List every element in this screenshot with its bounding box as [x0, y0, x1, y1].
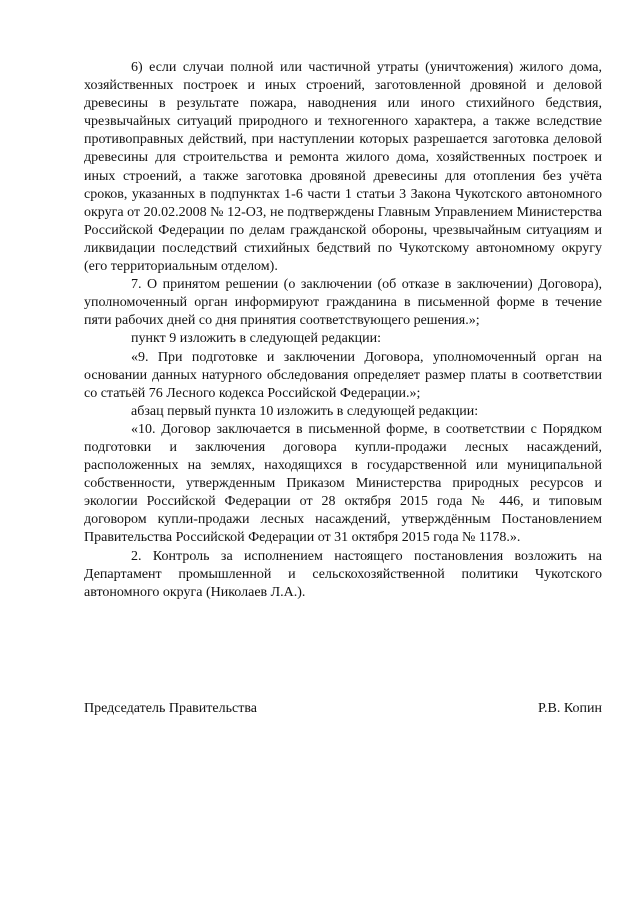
paragraph-point-10-intro: абзац первый пункта 10 изложить в следующей редакции:	[131, 403, 479, 419]
paragraph-point-10-text: «10. Договор заключается в письменной форме, в соответствии с Порядком подготовки и заключения договора купли-продажи лесных насаждений, расположенных на землях, находящихся в государственной или муниципальной собственности, утвержденным Приказом Министерства природных ресурсов и экологии Российской Федерации от 28 октября 2015 года № 446, и типовым договором купли-продажи лесных насаждений, утверждённым Постановлением Правительства Российской Федерации от 31 октября 2015 года № 1178.».	[84, 421, 602, 546]
paragraph-item-7: 7. О принятом решении (о заключении (об отказе в заключении) Договора), уполномоченный орган информируют гражданина в письменной форме в течение пяти рабочих дней со дня принятия соответствующего решения.»;	[84, 277, 602, 329]
signature-block	[84, 700, 602, 718]
document-body	[84, 59, 602, 602]
paragraph-item-6: 6) если случаи полной или частичной утраты (уничтожения) жилого дома, хозяйственных построек и иных строений, заготовленной дровяной и деловой древесины в результате пожара, наводнения или иного стихийного бедствия, чрезвычайных ситуаций природного и техногенного характера, а также вследствие противоправных действий, при наступлении которых разрешается заготовка деловой древесины для строительства и ремонта жилого дома, хозяйственных построек и иных строений, а также заготовка дровяной древесины для отопления без учёта сроков, указанных в подпунктах 1-6 части 1 статьи 3 Закона Чукотского автономного округа от 20.02.2008 № 12-ОЗ, не подтверждены Главным Управлением Министерства Российской Федерации по делам гражданской обороны, чрезвычайным ситуациям и ликвидации последствий стихийных бедствий по Чукотскому автономному округу (его территориальным отделом).	[84, 60, 602, 275]
signature-position: Председатель Правительства	[84, 701, 257, 716]
signature-name: Р.В. Копин	[538, 701, 602, 716]
paragraph-point-9-intro: пункт 9 изложить в следующей редакции:	[131, 331, 381, 347]
paragraph-point-9-text: «9. При подготовке и заключении Договора, уполномоченный орган на основании данных натурного обследования определяет размер платы в соответствии со статьёй 76 Лесного кодекса Российской Федерации.»;	[84, 349, 602, 401]
paragraph-control-clause: 2. Контроль за исполнением настоящего постановления возложить на Департамент промышленной и сельскохозяйственной политики Чукотского автономного округа (Николаев Л.А.).	[84, 548, 602, 600]
